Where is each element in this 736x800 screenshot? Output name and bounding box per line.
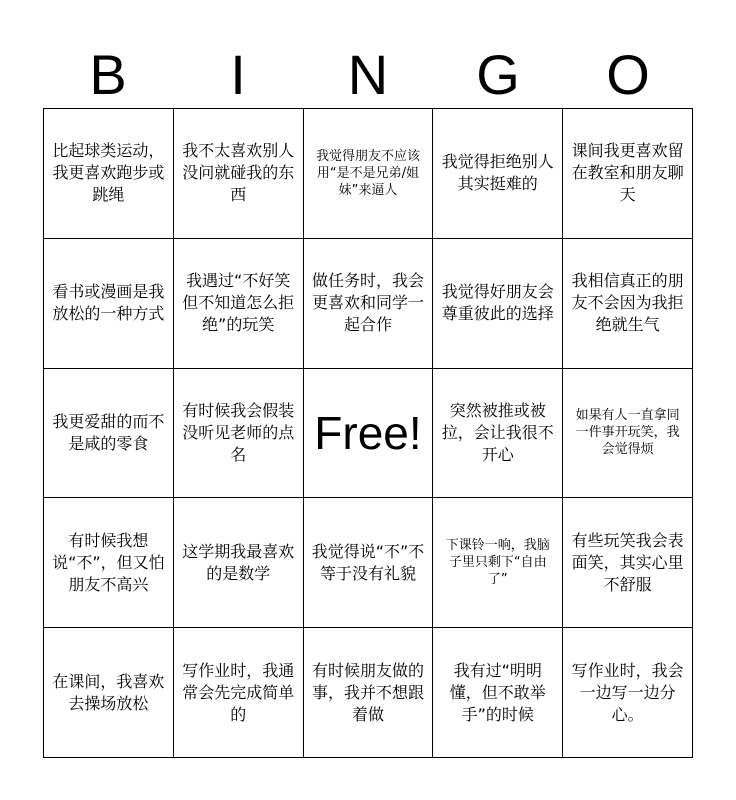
bingo-board bbox=[43, 108, 693, 758]
header-letter-o: O bbox=[606, 43, 650, 106]
cell-text: 课间我更喜欢留在教室和朋友聊天 bbox=[571, 141, 684, 205]
cell-text: 我觉得说“不”不等于没有礼貌 bbox=[311, 541, 425, 583]
cell-text: 如果有人一直拿同一件事开玩笑，我会觉得烦 bbox=[575, 408, 680, 458]
header-letter-n: N bbox=[347, 43, 389, 106]
bingo-cell[interactable] bbox=[563, 628, 693, 758]
cell-text: 我更爱甜的而不是咸的零食 bbox=[52, 411, 165, 453]
cell-text: 我相信真正的朋友不会因为我拒绝就生气 bbox=[571, 271, 684, 335]
cell-text: 我觉得好朋友会尊重彼此的选择 bbox=[441, 282, 554, 324]
bingo-cell[interactable] bbox=[433, 369, 563, 499]
bingo-cell[interactable] bbox=[44, 498, 174, 628]
bingo-cell[interactable] bbox=[563, 369, 693, 499]
cell-text: 有时候我想说“不”，但又怕朋友不高兴 bbox=[52, 530, 165, 594]
bingo-cell[interactable] bbox=[174, 239, 304, 369]
cell-text: 突然被推或被拉，会让我很不开心 bbox=[441, 400, 554, 464]
cell-text: 我觉得拒绝别人其实挺难的 bbox=[441, 152, 554, 194]
bingo-cell[interactable] bbox=[174, 109, 304, 239]
bingo-cell[interactable] bbox=[433, 239, 563, 369]
cell-text: 我不太喜欢别人没问就碰我的东西 bbox=[182, 141, 295, 205]
cell-text: 有时候我会假装没听见老师的点名 bbox=[182, 400, 295, 464]
cell-text: 下课铃一响，我脑子里只剩下“自由了” bbox=[445, 538, 550, 588]
cell-text: 我有过“明明懂，但不敢举手”的时候 bbox=[449, 660, 546, 724]
cell-text: 这学期我最喜欢的是数学 bbox=[182, 541, 295, 583]
header-letter-b: B bbox=[89, 43, 127, 106]
bingo-cell[interactable] bbox=[433, 498, 563, 628]
bingo-cell[interactable] bbox=[44, 239, 174, 369]
bingo-cell[interactable] bbox=[174, 369, 304, 499]
cell-text: 我觉得朋友不应该用“是不是兄弟/姐妹”来逼人 bbox=[315, 148, 420, 198]
bingo-cell[interactable] bbox=[304, 628, 434, 758]
free-space-label: Free! bbox=[314, 406, 422, 459]
cell-text: 比起球类运动，我更喜欢跑步或跳绳 bbox=[52, 141, 165, 205]
bingo-cell[interactable] bbox=[44, 109, 174, 239]
bingo-cell[interactable] bbox=[304, 498, 434, 628]
cell-text: 在课间，我喜欢去操场放松 bbox=[52, 671, 165, 713]
cell-text: 我遇过“不好笑但不知道怎么拒绝”的玩笑 bbox=[182, 271, 295, 335]
cell-text: 做任务时，我会更喜欢和同学一起合作 bbox=[311, 271, 424, 335]
cell-text: 写作业时，我会一边写一边分心。 bbox=[571, 660, 684, 724]
bingo-cell[interactable] bbox=[174, 628, 304, 758]
bingo-cell[interactable] bbox=[304, 239, 434, 369]
bingo-cell[interactable] bbox=[44, 628, 174, 758]
bingo-cell[interactable] bbox=[433, 109, 563, 239]
bingo-header bbox=[43, 42, 693, 108]
bingo-cell[interactable] bbox=[304, 109, 434, 239]
header-letter-i: I bbox=[230, 43, 246, 106]
bingo-cell[interactable] bbox=[174, 498, 304, 628]
free-space-cell[interactable] bbox=[304, 369, 434, 499]
cell-text: 有时候朋友做的事，我并不想跟着做 bbox=[311, 660, 424, 724]
cell-text: 有些玩笑我会表面笑，其实心里不舒服 bbox=[571, 530, 684, 594]
cell-text: 看书或漫画是我放松的一种方式 bbox=[52, 282, 165, 324]
bingo-cell[interactable] bbox=[563, 498, 693, 628]
cell-text: 写作业时，我通常会先完成简单的 bbox=[182, 660, 295, 724]
bingo-cell[interactable] bbox=[44, 369, 174, 499]
header-letter-g: G bbox=[476, 43, 520, 106]
bingo-cell[interactable] bbox=[563, 109, 693, 239]
bingo-cell[interactable] bbox=[563, 239, 693, 369]
bingo-cell[interactable] bbox=[433, 628, 563, 758]
